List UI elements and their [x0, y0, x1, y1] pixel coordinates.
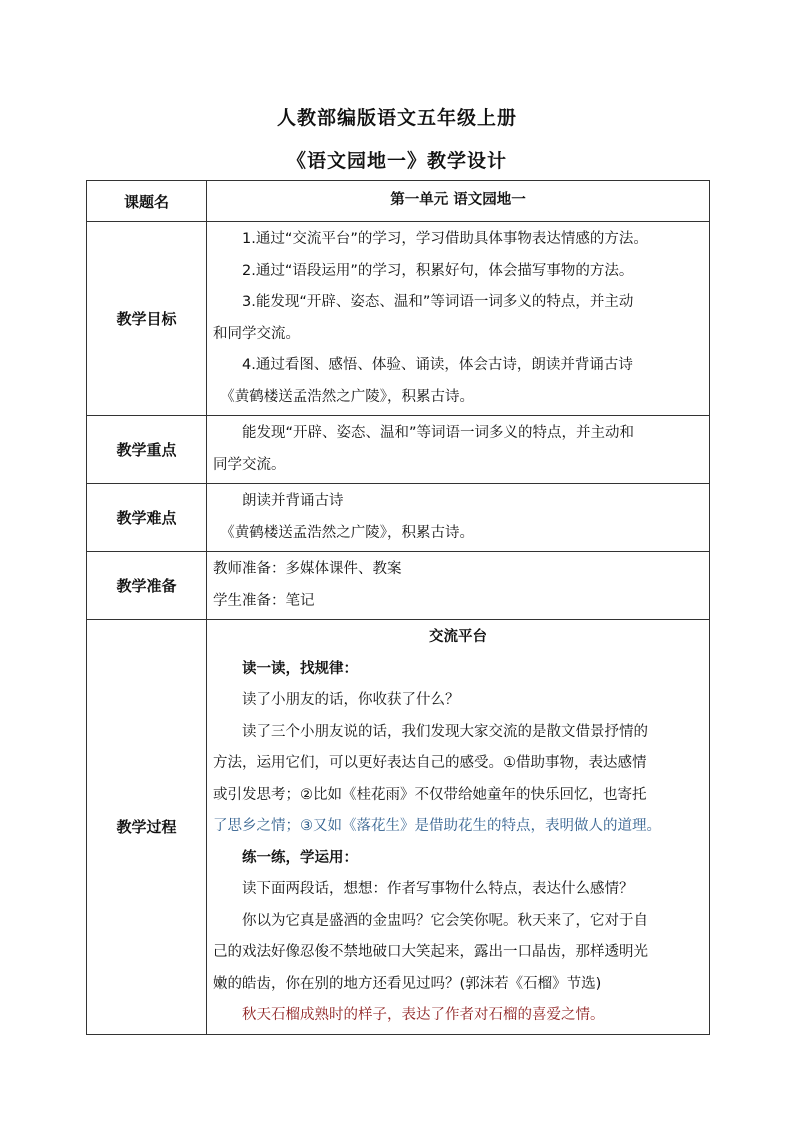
difficult-line: 朗读并背诵古诗 — [242, 493, 344, 509]
process-passage-line: 嫩的皓齿，你在别的地方还看见过吗？(郭沫若《石榴》节选) — [213, 975, 602, 992]
goal-line: 4.通过看图、感悟、体验、诵读，体会古诗，朗读并背诵古诗 — [242, 357, 633, 373]
value-key — [207, 416, 710, 484]
goal-line: 2.通过“语段运用”的学习，积累好句，体会描写事物的方法。 — [242, 262, 634, 279]
difficult-line: 《黄鹤楼送孟浩然之广陵》，积累古诗。 — [220, 524, 474, 541]
label-key: 教学重点 — [87, 416, 207, 484]
key-line: 同学交流。 — [213, 456, 286, 473]
process-subheading: 读一读，找规律： — [242, 660, 358, 677]
doc-title: 人教部编版语文五年级上册 — [276, 107, 517, 129]
label-goals: 教学目标 — [87, 222, 207, 416]
prep-line: 教师准备：多媒体课件、教案 — [213, 561, 402, 577]
label-process: 教学过程 — [87, 620, 207, 1035]
row-key — [87, 416, 710, 484]
label-prep: 教学准备 — [87, 552, 207, 620]
lesson-plan-table — [86, 180, 710, 1035]
prep-line: 学生准备：笔记 — [213, 592, 315, 609]
process-question: 读下面两段话，想想：作者写事物什么特点，表达什么感情？ — [242, 881, 634, 897]
topic-text: 第一单元 语文园地一 — [390, 192, 526, 209]
process-answer-line: 方法，运用它们，可以更好表达自己的感受。①借助事物，表达感情 — [213, 755, 647, 771]
process-question: 读了小朋友的话，你收获了什么？ — [242, 692, 460, 708]
process-answer-line: 读了三个小朋友说的话，我们发现大家交流的是散文借景抒情的 — [242, 723, 648, 740]
process-subheading: 练一练，学运用： — [242, 849, 358, 866]
goal-line: 和同学交流。 — [213, 325, 300, 342]
process-heading: 交流平台 — [429, 629, 487, 645]
row-difficult — [87, 484, 710, 552]
key-line: 能发现“开辟、姿态、温和”等词语一词多义的特点，并主动和 — [242, 425, 635, 441]
value-process — [207, 620, 710, 1035]
goal-line: 3.能发现“开辟、姿态、温和”等词语一词多义的特点，并主动 — [242, 294, 634, 310]
row-process — [87, 620, 710, 1035]
process-passage-line: 你以为它真是盛酒的金盅吗？它会笑你呢。秋天来了，它对于自 — [242, 912, 648, 929]
row-topic — [87, 181, 710, 222]
value-prep — [207, 552, 710, 620]
row-goals — [87, 222, 710, 416]
label-topic: 课题名 — [87, 181, 207, 222]
value-goals — [207, 222, 710, 416]
process-answer-red: 秋天石榴成熟时的样子，表达了作者对石榴的喜爱之情。 — [242, 1007, 605, 1023]
label-difficult: 教学难点 — [87, 484, 207, 552]
process-answer-line: 了思乡之情；③又如《落花生》是借助花生的特点，表明做人的道理。 — [213, 818, 661, 834]
doc-subtitle: 《语文园地一》教学设计 — [286, 150, 507, 172]
process-passage-line: 己的戏法好像忍俊不禁地破口大笑起来，露出一口晶齿，那样透明光 — [213, 944, 648, 960]
goal-line: 1.通过“交流平台”的学习，学习借助具体事物表达情感的方法。 — [242, 231, 648, 247]
value-difficult — [207, 484, 710, 552]
process-answer-line: 或引发思考；②比如《桂花雨》不仅带给她童年的快乐回忆，也寄托 — [213, 786, 647, 803]
row-prep — [87, 552, 710, 620]
value-topic — [207, 181, 710, 222]
goal-line: 《黄鹤楼送孟浩然之广陵》，积累古诗。 — [220, 388, 474, 405]
